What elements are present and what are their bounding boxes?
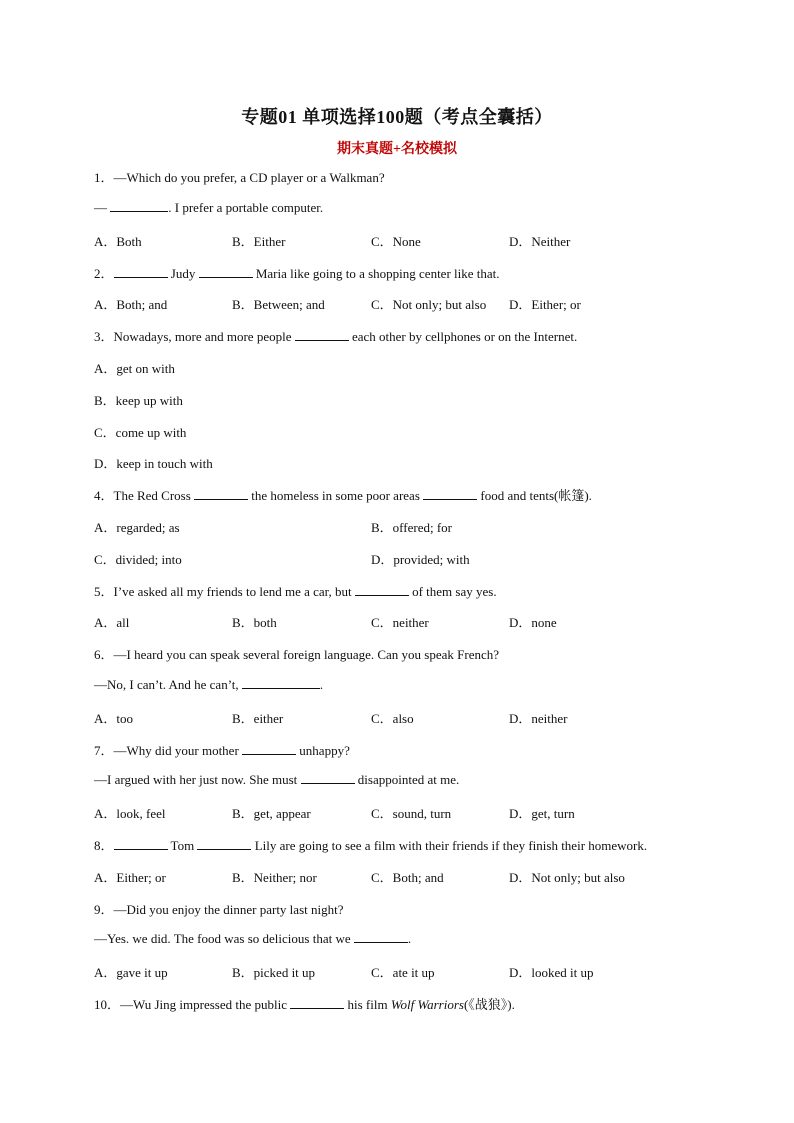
answer-blank <box>295 328 349 341</box>
option-c: C．Both; and <box>371 870 444 885</box>
question-text: 2． <box>94 266 114 281</box>
option-d: D．get, turn <box>509 806 575 821</box>
question-text: 6．—I heard you can speak several foreign language. Can you speak French? <box>94 647 500 662</box>
question-text: 8． <box>94 838 114 853</box>
option-a: A．Either; or <box>94 870 166 885</box>
question-9 <box>94 899 343 918</box>
question-1-line-2 <box>94 199 323 216</box>
question-text: the homeless in some poor areas <box>248 488 424 503</box>
answer-blank <box>354 930 408 943</box>
option-c: C．also <box>371 711 414 726</box>
question-text: 5．I’ve asked all my friends to lend me a car, but <box>94 584 355 599</box>
option-d: D．none <box>509 615 557 630</box>
option-b: B．Either <box>232 234 286 249</box>
option-b: B．keep up with <box>94 393 183 408</box>
question-text: 3．Nowadays, more and more people <box>94 329 295 344</box>
question-text: Judy <box>167 266 199 281</box>
question-text: each other by cellphones or on the Internet. <box>348 329 578 344</box>
question-text: — <box>94 200 111 215</box>
answer-blank <box>290 996 344 1009</box>
question-text: food and tents(帐篷). <box>477 488 592 503</box>
answer-blank <box>423 487 477 500</box>
answer-blank <box>355 583 409 596</box>
question-7-line-2 <box>94 771 459 788</box>
option-a: A．Both; and <box>94 297 168 312</box>
option-b: B．Between; and <box>232 297 325 312</box>
answer-blank <box>199 265 253 278</box>
answer-blank <box>114 837 168 850</box>
question-text: —Yes. we did. The food was so delicious that we <box>94 931 354 946</box>
option-d: D．Not only; but also <box>509 870 625 885</box>
answer-blank <box>114 265 168 278</box>
option-b: B．both <box>232 615 277 630</box>
option-a: A．gave it up <box>94 965 168 980</box>
option-c: C．sound, turn <box>371 806 452 821</box>
option-c: C．None <box>371 234 421 249</box>
question-text: Tom <box>167 838 198 853</box>
question-text: unhappy? <box>296 743 350 758</box>
option-a: A．look, feel <box>94 806 166 821</box>
question-1 <box>94 167 385 186</box>
question-text: Maria like going to a shopping center like that. <box>252 266 500 281</box>
question-text: . <box>407 931 412 946</box>
question-5 <box>94 581 497 600</box>
question-text: 10．—Wu Jing impressed the public <box>94 997 291 1012</box>
option-b: B．Neither; nor <box>232 870 317 885</box>
option-d: D．looked it up <box>509 965 594 980</box>
option-a: A．Both <box>94 234 142 249</box>
page-title: 专题01 单项选择100题（考点全囊括） <box>241 107 553 127</box>
option-a: A．get on with <box>94 361 175 376</box>
option-d: D．provided; with <box>371 552 470 567</box>
question-text: 9．—Did you enjoy the dinner party last night? <box>94 902 344 917</box>
option-b: B．offered; for <box>371 520 452 535</box>
option-a: A．regarded; as <box>94 520 180 535</box>
question-text: his film <box>344 997 391 1012</box>
answer-blank <box>197 837 251 850</box>
page-subtitle: 期末真题+名校模拟 <box>337 142 457 157</box>
option-b: B．get, appear <box>232 806 311 821</box>
question-4 <box>94 485 592 504</box>
question-text: of them say yes. <box>408 584 497 599</box>
question-text: 7．—Why did your mother <box>94 743 243 758</box>
film-title: Wolf Warriors <box>390 997 464 1012</box>
question-text: . I prefer a portable computer. <box>168 200 324 215</box>
question-text: Lily are going to see a film with their friends if they finish their homework. <box>251 838 648 853</box>
question-2 <box>94 263 500 282</box>
question-text: (《战狼》). <box>463 997 515 1012</box>
answer-blank <box>194 487 248 500</box>
option-b: B．picked it up <box>232 965 316 980</box>
option-b: B．either <box>232 711 284 726</box>
option-c: C．divided; into <box>94 552 182 567</box>
question-text: 4．The Red Cross <box>94 488 195 503</box>
option-c: C．ate it up <box>371 965 435 980</box>
question-8 <box>94 835 647 854</box>
question-3 <box>94 326 577 345</box>
option-d: D．Neither <box>509 234 571 249</box>
question-6-line-2 <box>94 676 323 693</box>
option-d: D．keep in touch with <box>94 456 213 471</box>
question-text: —No, I can’t. And he can’t, <box>94 677 242 692</box>
question-10 <box>94 994 515 1013</box>
option-c: C．neither <box>371 615 429 630</box>
option-d: D．Either; or <box>509 297 581 312</box>
option-d: D．neither <box>509 711 568 726</box>
option-a: A．all <box>94 615 130 630</box>
option-c: C．come up with <box>94 425 187 440</box>
option-c: C．Not only; but also <box>371 297 487 312</box>
question-text: disappointed at me. <box>354 772 460 787</box>
question-9-line-2 <box>94 930 411 947</box>
answer-blank <box>110 199 168 212</box>
answer-blank <box>242 676 320 689</box>
question-text: . <box>319 677 324 692</box>
question-text: —I argued with her just now. She must <box>94 772 301 787</box>
option-a: A．too <box>94 711 134 726</box>
answer-blank <box>301 771 355 784</box>
question-7 <box>94 740 350 759</box>
answer-blank <box>242 742 296 755</box>
question-text: 1．—Which do you prefer, a CD player or a Walkman? <box>94 170 385 185</box>
question-6 <box>94 644 499 663</box>
